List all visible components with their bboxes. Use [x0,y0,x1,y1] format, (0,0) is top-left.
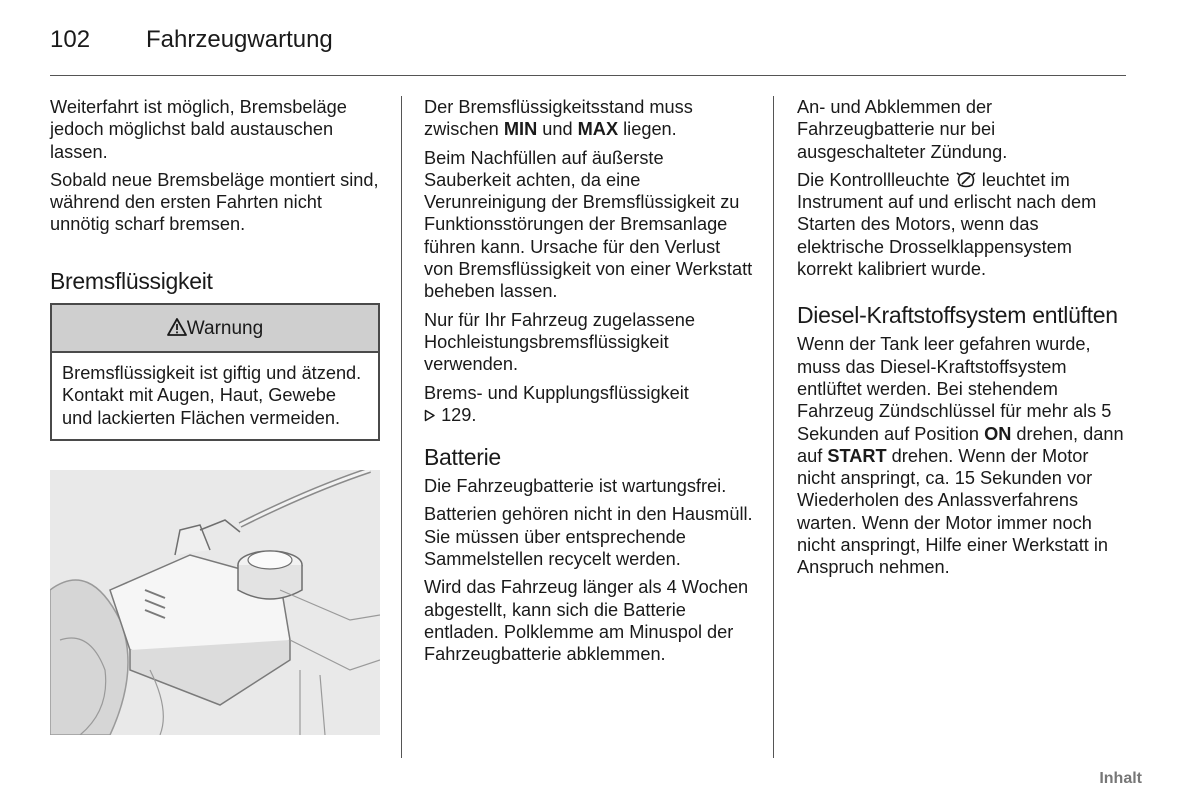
page-title: Fahrzeugwartung [146,26,333,53]
section-heading-brake-fluid: Bremsflüssigkeit [50,267,213,294]
column-1 [50,96,380,441]
column-divider [401,96,402,758]
contents-link[interactable]: Inhalt [1099,770,1142,787]
paragraph: Sobald neue Bremsbeläge montiert sind, während den ersten Fahrten nicht unnötig scharf bremsen. [50,169,379,235]
paragraph: An- und Abklemmen der Fahrzeugbatterie nur bei ausgeschalteter Zündung. [797,97,1008,162]
warning-header [52,305,378,353]
paragraph: Wird das Fahrzeug länger als 4 Wochen abgestellt, kann sich die Batterie entladen. Polklemme am Minuspol der Fahrzeugbatterie abklemmen. [424,577,749,665]
paragraph: Die Fahrzeugbatterie ist wartungsfrei. [424,476,727,497]
section-heading-diesel-bleed: Diesel-Kraftstoffsystem entlüften [797,302,1118,329]
column-2 [424,96,754,672]
paragraph: Die Kontrollleuchte leuchtet im Instrument auf und erlischt nach dem Starten des Motors, wenn das elektrische Drosselklappensystem korrekt kalibriert wurde. [797,169,1097,280]
position-on: ON [984,423,1012,444]
warning-text: Bremsflüssigkeit ist giftig und ätzend. Kontakt mit Augen, Haut, Gewebe und lackierten Flächen vermeiden. [62,363,362,428]
header-rule [50,75,1126,76]
paragraph: Nur für Ihr Fahrzeug zugelassene Hochleistungsbremsflüssigkeit verwenden. [424,309,695,375]
min-label: MIN [503,119,538,140]
column-3 [797,96,1127,585]
column-divider [773,96,774,758]
paragraph: Beim Nachfüllen auf äußerste Sauberkeit achten, da eine Verunreinigung der Bremsflüssigkeit zu Funktionsstörungen der Bremsanlage führen kann. Ursache für den Verlust von Bremsflüssigkeit von einer Werkstatt beheben lassen. [424,147,753,302]
warning-triangle-icon [167,318,187,336]
section-heading-battery: Batterie [424,444,501,471]
page-reference[interactable]: 129. [441,404,477,425]
paragraph: Weiterfahrt ist möglich, Bremsbeläge jedoch möglichst bald austauschen lassen. [50,97,347,162]
throttle-warning-icon [955,172,977,188]
page-number: 102 [50,26,91,53]
warning-title: Warnung [186,317,264,339]
reference-arrow-icon [424,409,436,422]
paragraph: Der Bremsflüssigkeitsstand muss zwischen MIN und MAX liegen. [424,97,693,140]
brake-fluid-reservoir-illustration [50,470,380,735]
position-start: START [827,445,887,466]
paragraph: Batterien gehören nicht in den Hausmüll. Sie müssen über entsprechende Sammelstellen recycelt werden. [424,504,753,570]
max-label: MAX [577,119,619,140]
paragraph: Brems- und Kupplungsflüssigkeit 129. [424,382,689,425]
paragraph: Wenn der Tank leer gefahren wurde, muss das Diesel-Kraftstoffsystem entlüftet werden. Bei stehendem Fahrzeug Zündschlüssel für mehr als 5 Sekunden auf Position ON drehen, dann auf START drehen. Wenn der Motor nicht anspringt, ca. 15 Sekunden vor Wiederholen des Anlassverfahrens warten. Wenn der Motor immer noch nicht anspringt, Hilfe einer Werkstatt in Anspruch nehmen. [797,334,1124,578]
warning-box [50,303,380,441]
page-header [50,26,333,54]
